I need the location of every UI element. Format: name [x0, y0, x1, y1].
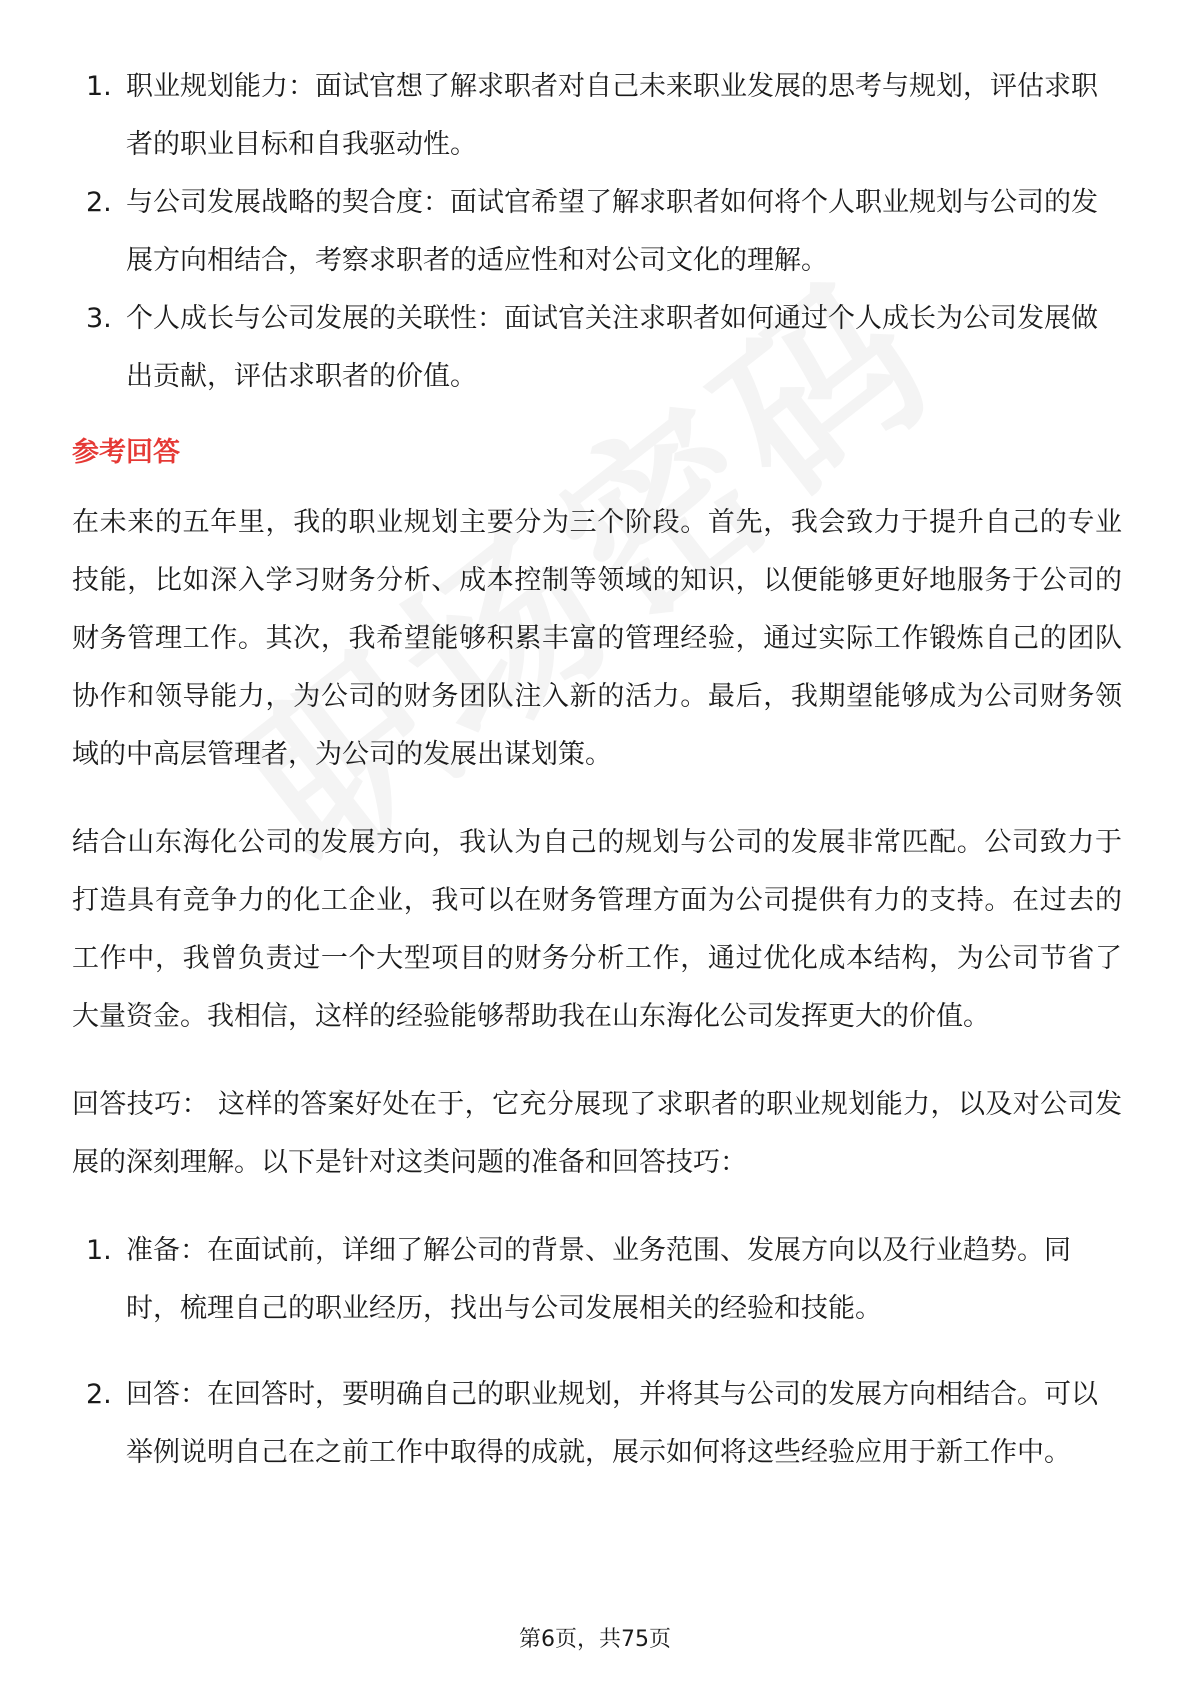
tips-intro-paragraph: 回答技巧： 这样的答案好处在于，它充分展现了求职者的职业规划能力，以及对公司发展的深刻理解。以下是针对这类问题的准备和回答技巧：: [72, 1089, 1122, 1178]
list-item: [72, 174, 1122, 290]
list-item-number: 2.: [86, 1379, 112, 1410]
list-item-number: 3.: [86, 303, 112, 334]
answer-paragraph-1: 在未来的五年里，我的职业规划主要分为三个阶段。首先，我会致力于提升自己的专业技能，比如深入学习财务分析、成本控制等领域的知识，以便能够更好地服务于公司的财务管理工作。其次，我希望能够积累丰富的管理经验，通过实际工作锻炼自己的团队协作和领导能力，为公司的财务团队注入新的活力。最后，我期望能够成为公司财务领域的中高层管理者，为公司的发展出谋划策。: [72, 507, 1122, 770]
list-item-text: 回答：在回答时，要明确自己的职业规划，并将其与公司的发展方向相结合。可以举例说明自己在之前工作中取得的成就，展示如何将这些经验应用于新工作中。: [126, 1379, 1098, 1468]
list-item-text: 个人成长与公司发展的关联性：面试官关注求职者如何通过个人成长为公司发展做出贡献，评估求职者的价值。: [126, 303, 1098, 392]
tips-list: [72, 1222, 1122, 1482]
list-item: [72, 1366, 1122, 1482]
list-item: [72, 290, 1122, 406]
focus-points-list: [72, 58, 1122, 406]
list-item-text: 与公司发展战略的契合度：面试官希望了解求职者如何将个人职业规划与公司的发展方向相结合，考察求职者的适应性和对公司文化的理解。: [126, 187, 1098, 276]
list-item: [72, 58, 1122, 174]
list-item-number: 1.: [86, 1235, 112, 1266]
document-body: [72, 58, 1122, 1510]
page-footer: 第6页，共75页: [519, 1627, 671, 1652]
list-item-text: 准备：在面试前，详细了解公司的背景、业务范围、发展方向以及行业趋势。同时，梳理自己的职业经历，找出与公司发展相关的经验和技能。: [126, 1235, 1071, 1324]
answer-paragraph-2: 结合山东海化公司的发展方向，我认为自己的规划与公司的发展非常匹配。公司致力于打造具有竞争力的化工企业，我可以在财务管理方面为公司提供有力的支持。在过去的工作中，我曾负责过一个大型项目的财务分析工作，通过优化成本结构，为公司节省了大量资金。我相信，这样的经验能够帮助我在山东海化公司发挥更大的价值。: [72, 827, 1122, 1032]
list-item-text: 职业规划能力：面试官想了解求职者对自己未来职业发展的思考与规划，评估求职者的职业目标和自我驱动性。: [126, 71, 1098, 160]
list-item-number: 2.: [86, 187, 112, 218]
section-heading: 参考回答: [72, 437, 180, 468]
list-item: [72, 1222, 1122, 1338]
list-item-number: 1.: [86, 71, 112, 102]
